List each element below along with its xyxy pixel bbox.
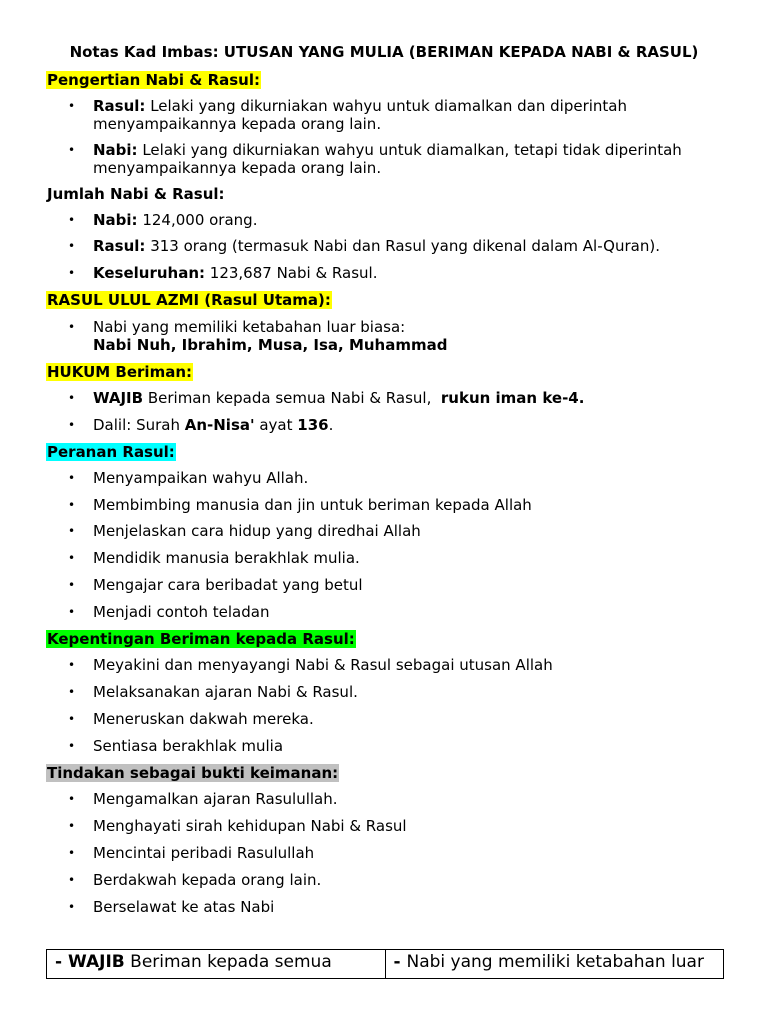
list-item: • Meneruskan dakwah mereka. xyxy=(93,710,733,728)
item-bold-line: Nabi Nuh, Ibrahim, Musa, Isa, Muhammad xyxy=(93,336,448,354)
item-label: Keseluruhan: xyxy=(93,264,206,282)
heading-kepentingan xyxy=(46,629,356,649)
list-item xyxy=(93,97,733,133)
heading-tindakan xyxy=(46,763,339,783)
cell-dash: - xyxy=(55,952,68,972)
list-item: • Melaksanakan ajaran Nabi & Rasul. xyxy=(93,683,733,701)
item-text: 313 orang (termasuk Nabi dan Rasul yang dikenal dalam Al-Quran). xyxy=(145,237,660,255)
cell-bold: WAJIB xyxy=(67,952,125,972)
list-item: • Menyampaikan wahyu Allah. xyxy=(93,469,733,487)
list-item xyxy=(93,416,733,434)
list-item: • Mengamalkan ajaran Rasulullah. xyxy=(93,790,733,808)
item-text: Beriman kepada semua Nabi & Rasul, xyxy=(143,389,441,407)
list-item: • Membimbing manusia dan jin untuk beriman kepada Allah xyxy=(93,496,733,514)
list-item xyxy=(93,264,733,282)
list-item xyxy=(93,389,733,407)
cell-text: Beriman kepada semua xyxy=(124,952,332,972)
page-title: Notas Kad Imbas: UTUSAN YANG MULIA (BERIMAN KEPADA NABI & RASUL) xyxy=(69,43,699,61)
heading-tindakan-text: Tindakan sebagai bukti keimanan: xyxy=(47,764,339,782)
item-text: Nabi yang memiliki ketabahan luar biasa: xyxy=(93,318,406,336)
heading-hukum xyxy=(46,362,193,382)
item-bold: rukun iman ke-4. xyxy=(440,389,585,407)
list-item: • Mendidik manusia berakhlak mulia. xyxy=(93,549,733,567)
heading-jumlah-text: Jumlah Nabi & Rasul: xyxy=(47,185,225,203)
list-item xyxy=(93,211,733,229)
item-text: Lelaki yang dikurniakan wahyu untuk diamalkan, tetapi tidak diperintah menyampaikannya kepada orang lain. xyxy=(93,141,682,177)
heading-peranan-text: Peranan Rasul: xyxy=(47,443,175,461)
heading-ulul-azmi-text: RASUL ULUL AZMI (Rasul Utama): xyxy=(47,291,331,309)
cell-dash: - xyxy=(393,952,407,972)
list-item: • Sentiasa berakhlak mulia xyxy=(93,737,733,755)
list-item: • Berselawat ke atas Nabi xyxy=(93,898,733,916)
item-label: Nabi: xyxy=(93,141,138,159)
list-item: • Menjelaskan cara hidup yang diredhai Allah xyxy=(93,522,733,540)
list-item xyxy=(93,237,733,255)
heading-jumlah xyxy=(46,184,226,204)
item-bold: An-Nisa' xyxy=(184,416,255,434)
list-item: • Mengajar cara beribadat yang betul xyxy=(93,576,733,594)
list-item: • Meyakini dan menyayangi Nabi & Rasul sebagai utusan Allah xyxy=(93,656,733,674)
heading-ulul-azmi xyxy=(46,290,332,310)
item-bold: 136 xyxy=(297,416,329,434)
item-label: WAJIB xyxy=(93,389,144,407)
item-label: Nabi: xyxy=(93,211,138,229)
item-text: 123,687 Nabi & Rasul. xyxy=(205,264,378,282)
heading-pengertian-text: Pengertian Nabi & Rasul: xyxy=(47,71,260,89)
cell-text: Nabi yang memiliki ketabahan luar xyxy=(406,952,704,972)
heading-kepentingan-text: Kepentingan Beriman kepada Rasul: xyxy=(47,630,355,648)
list-item: • Menjadi contoh teladan xyxy=(93,603,733,621)
item-label: Rasul: xyxy=(93,237,146,255)
heading-peranan xyxy=(46,442,176,462)
list-item xyxy=(93,141,733,177)
heading-hukum-text: HUKUM Beriman: xyxy=(47,363,192,381)
list-item: • Menghayati sirah kehidupan Nabi & Rasul xyxy=(93,817,733,835)
item-text: ayat xyxy=(254,416,298,434)
item-text: Lelaki yang dikurniakan wahyu untuk diamalkan dan diperintah menyampaikannya kepada orang lain. xyxy=(93,97,628,133)
item-label: Rasul: xyxy=(93,97,146,115)
table-cell-wajib xyxy=(47,950,385,978)
item-text: 124,000 orang. xyxy=(137,211,258,229)
list-item: • Mencintai peribadi Rasulullah xyxy=(93,844,733,862)
table-cell-nabi xyxy=(385,950,724,978)
list-item xyxy=(93,318,733,354)
item-text: Dalil: Surah xyxy=(93,416,185,434)
list-item: • Berdakwah kepada orang lain. xyxy=(93,871,733,889)
heading-pengertian xyxy=(46,70,261,90)
flashcard-table xyxy=(46,949,724,979)
item-text: . xyxy=(328,416,334,434)
